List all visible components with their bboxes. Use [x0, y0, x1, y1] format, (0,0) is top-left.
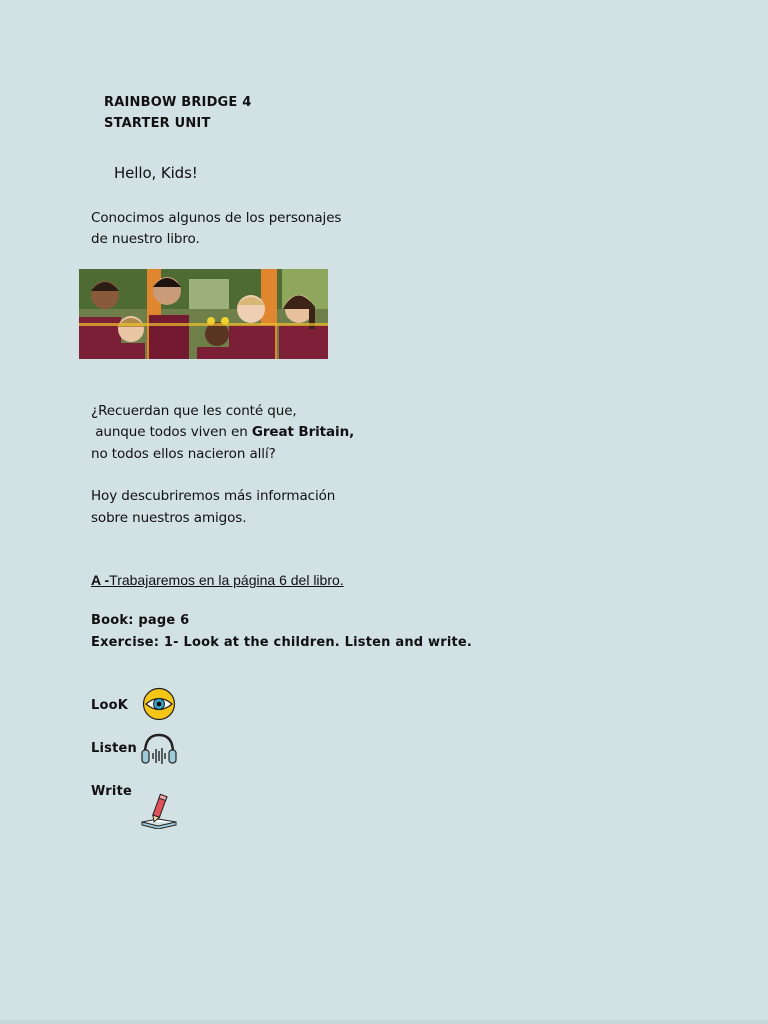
question-line2	[91, 424, 354, 440]
section-a-text: Trabajaremos en la página 6 del libro.	[109, 572, 344, 588]
greeting: Hello, Kids!	[114, 164, 198, 182]
question-line2-text: aunque todos viven en	[91, 424, 252, 440]
children-photo	[79, 269, 328, 359]
discover-line2: sobre nuestros amigos.	[91, 510, 247, 526]
document-title-line1: RAINBOW BRIDGE 4	[104, 95, 252, 110]
question-line1: ¿Recuerdan que les conté que,	[91, 403, 297, 419]
intro-line2: de nuestro libro.	[91, 231, 200, 247]
write-label: Write	[91, 784, 133, 799]
book-page: Book: page 6	[91, 613, 190, 628]
pencil-book-icon	[140, 793, 178, 833]
section-a-prefix: A -	[91, 572, 110, 588]
headphones-icon	[140, 731, 178, 771]
great-britain-text: Great Britain,	[251, 424, 355, 440]
page-bottom-edge	[0, 1020, 768, 1024]
exercise-instruction: Exercise: 1- Look at the children. Listen and write.	[91, 635, 473, 650]
intro-line1: Conocimos algunos de los personajes	[91, 210, 342, 226]
discover-line1: Hoy descubriremos más información	[91, 488, 336, 504]
document-title-line2: STARTER UNIT	[104, 116, 211, 131]
look-label: LooK	[91, 698, 129, 713]
eye-icon	[142, 687, 176, 725]
question-line3: no todos ellos nacieron allí?	[91, 446, 276, 462]
listen-label: Listen	[91, 741, 137, 756]
section-a-heading	[91, 572, 344, 588]
